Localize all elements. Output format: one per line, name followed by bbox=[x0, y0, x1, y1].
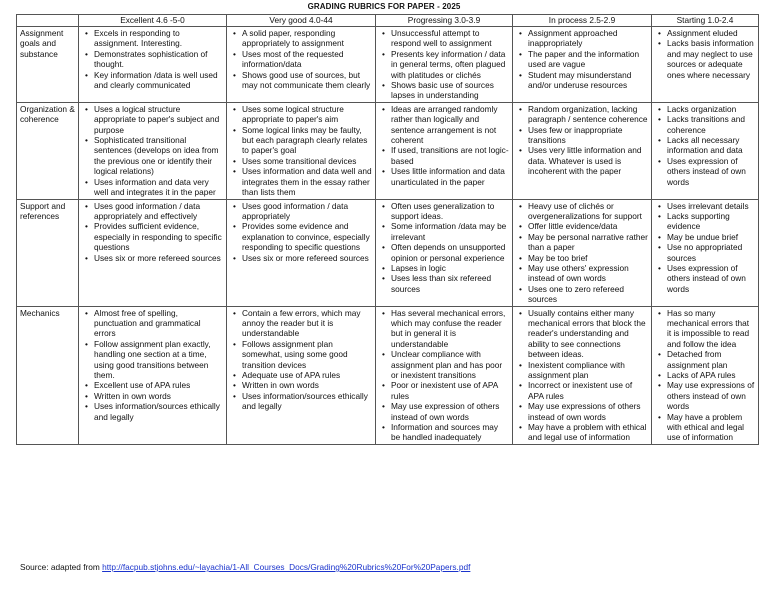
criterion-label: Organization & coherence bbox=[17, 102, 79, 199]
rubric-cell bbox=[376, 306, 513, 444]
list-item: • Excellent use of APA rules bbox=[94, 380, 223, 390]
bullet-list bbox=[655, 104, 755, 187]
bullet-list bbox=[655, 201, 755, 295]
column-header: In process 2.5-2.9 bbox=[513, 15, 652, 27]
list-item: • Uses some logical structure appropriate to paper's aim bbox=[242, 104, 372, 125]
list-item: • Has so many mechanical errors that it is impossible to read and follow the idea bbox=[667, 308, 755, 350]
list-item: • Sophisticated transitional sentences (develops on idea from the previous one or identify their logical relations) bbox=[94, 135, 223, 177]
list-item: • Lacks of APA rules bbox=[667, 370, 755, 380]
list-item: • Unclear compliance with assignment plan and has poor or inexistent transitions bbox=[391, 349, 509, 380]
rubric-cell bbox=[79, 27, 227, 103]
list-item: • Use no appropriated sources bbox=[667, 242, 755, 263]
list-item: • Lacks basis information and may neglect to use sources or adequate ones where necessary bbox=[667, 38, 755, 80]
list-item: • Assignment eluded bbox=[667, 28, 755, 38]
list-item: • Uses information/sources ethically and legally bbox=[242, 391, 372, 412]
list-item: • Offer little evidence/data bbox=[528, 221, 648, 231]
list-item: • Some logical links may be faulty, but each paragraph clearly relates to paper's goal bbox=[242, 125, 372, 156]
bullet-list bbox=[516, 104, 648, 177]
list-item: • If used, transitions are not logic-based bbox=[391, 145, 509, 166]
rubric-cell bbox=[79, 306, 227, 444]
bullet-list bbox=[379, 28, 509, 101]
list-item: • Uses information and data very well and integrates it in the paper bbox=[94, 177, 223, 198]
bullet-list bbox=[516, 28, 648, 90]
rubric-cell bbox=[513, 102, 652, 199]
list-item: • Follows assignment plan somewhat, using some good transition devices bbox=[242, 339, 372, 370]
list-item: • May have a problem with ethical and legal use of information bbox=[667, 412, 755, 443]
list-item: • May use expression of others instead of own words bbox=[391, 401, 509, 422]
list-item: • Provides sufficient evidence, especially in responding to specific questions bbox=[94, 221, 223, 252]
list-item: • Has several mechanical errors, which may confuse the reader but in general it is understandable bbox=[391, 308, 509, 350]
list-item: • Assignment approached inappropriately bbox=[528, 28, 648, 49]
list-item: • The paper and the information used are vague bbox=[528, 49, 648, 70]
rubric-body bbox=[17, 27, 759, 445]
bullet-list bbox=[230, 28, 372, 90]
rubric-cell bbox=[79, 199, 227, 306]
list-item: • May have a problem with ethical and legal use of information bbox=[528, 422, 648, 443]
bullet-list bbox=[82, 28, 223, 90]
list-item: • Shows basic use of sources lapses in understanding bbox=[391, 80, 509, 101]
rubric-cell bbox=[652, 27, 759, 103]
list-item: • Uses expression of others instead of own words bbox=[667, 263, 755, 294]
rubric-cell bbox=[652, 306, 759, 444]
list-item: • May use others' expression instead of own words bbox=[528, 263, 648, 284]
list-item: • Almost free of spelling, punctuation and grammatical errors bbox=[94, 308, 223, 339]
list-item: • Uses six or more refereed sources bbox=[94, 253, 223, 263]
source-prefix: Source: adapted from bbox=[20, 562, 100, 572]
list-item: • May use expressions of others instead of own words bbox=[667, 380, 755, 411]
criterion-label: Support and references bbox=[17, 199, 79, 306]
list-item: • Ideas are arranged randomly rather than logically and sentence arrangement is not coherent bbox=[391, 104, 509, 146]
list-item: • Lacks all necessary information and data bbox=[667, 135, 755, 156]
list-item: • Inexistent compliance with assignment plan bbox=[528, 360, 648, 381]
list-item: • Uses expression of others instead of own words bbox=[667, 156, 755, 187]
bullet-list bbox=[230, 201, 372, 263]
list-item: • Adequate use of APA rules bbox=[242, 370, 372, 380]
rubric-cell bbox=[227, 27, 376, 103]
rubric-row bbox=[17, 306, 759, 444]
list-item: • Provides some evidence and explanation to convince, especially responding to specific questions bbox=[242, 221, 372, 252]
bullet-list bbox=[379, 308, 509, 443]
list-item: • Lacks transitions and coherence bbox=[667, 114, 755, 135]
list-item: • Uses little information and data unarticulated in the paper bbox=[391, 166, 509, 187]
rubric-cell bbox=[376, 102, 513, 199]
criterion-label: Assignment goals and substance bbox=[17, 27, 79, 103]
list-item: • Usually contains either many mechanical errors that block the reader's understanding and ability to see connections between ideas. bbox=[528, 308, 648, 360]
list-item: • Uses one to zero refereed sources bbox=[528, 284, 648, 305]
list-item: • Uses a logical structure appropriate to paper's subject and purpose bbox=[94, 104, 223, 135]
list-item: • Uses most of the requested information/data bbox=[242, 49, 372, 70]
list-item: • Uses information/sources ethically and legally bbox=[94, 401, 223, 422]
list-item: • Uses some transitional devices bbox=[242, 156, 372, 166]
list-item: • Some information /data may be irrelevant bbox=[391, 221, 509, 242]
source-note bbox=[20, 562, 470, 572]
bullet-list bbox=[516, 201, 648, 305]
rubric-cell bbox=[376, 27, 513, 103]
bullet-list bbox=[230, 308, 372, 412]
bullet-list bbox=[82, 104, 223, 198]
list-item: • Written in own words bbox=[94, 391, 223, 401]
rubric-cell bbox=[652, 102, 759, 199]
rubric-cell bbox=[79, 102, 227, 199]
list-item: • Presents key information / data in general terms, often plagued with platitudes or clichés bbox=[391, 49, 509, 80]
list-item: • Demonstrates sophistication of thought. bbox=[94, 49, 223, 70]
list-item: • Lapses in logic bbox=[391, 263, 509, 273]
rubric-cell bbox=[513, 306, 652, 444]
list-item: • Uses six or more refereed sources bbox=[242, 253, 372, 263]
rubric-cell bbox=[227, 199, 376, 306]
page-title: GRADING RUBRICS FOR PAPER - 2025 bbox=[307, 2, 461, 11]
bullet-list bbox=[379, 104, 509, 187]
list-item: • May be personal narrative rather than a paper bbox=[528, 232, 648, 253]
column-header: Very good 4.0-44 bbox=[227, 15, 376, 27]
rubric-row bbox=[17, 102, 759, 199]
rubric-cell bbox=[227, 306, 376, 444]
list-item: • May be too brief bbox=[528, 253, 648, 263]
bullet-list bbox=[655, 28, 755, 80]
list-item: • Excels in responding to assignment. Interesting. bbox=[94, 28, 223, 49]
rubric-row bbox=[17, 199, 759, 306]
list-item: • Contain a few errors, which may annoy the reader but it is understandable bbox=[242, 308, 372, 339]
list-item: • Uses good information / data appropriately and effectively bbox=[94, 201, 223, 222]
rubric-cell bbox=[227, 102, 376, 199]
list-item: • Uses information and data well and integrates them in the essay rather than lists them bbox=[242, 166, 372, 197]
list-item: • Uses very little information and data. Whatever is used is incoherent with the paper bbox=[528, 145, 648, 176]
list-item: • Lacks supporting evidence bbox=[667, 211, 755, 232]
list-item: • Detached from assignment plan bbox=[667, 349, 755, 370]
bullet-list bbox=[516, 308, 648, 443]
list-item: • Shows good use of sources, but may not communicate them clearly bbox=[242, 70, 372, 91]
list-item: • Follow assignment plan exactly, handling one section at a time, using good transitions between them. bbox=[94, 339, 223, 381]
corner-cell bbox=[17, 15, 79, 27]
list-item: • Poor or inexistent use of APA rules bbox=[391, 380, 509, 401]
list-item: • May use expressions of others instead of own words bbox=[528, 401, 648, 422]
rubric-cell bbox=[376, 199, 513, 306]
list-item: • Uses less than six refereed sources bbox=[391, 273, 509, 294]
bullet-list bbox=[655, 308, 755, 443]
bullet-list bbox=[379, 201, 509, 295]
list-item: • May be undue brief bbox=[667, 232, 755, 242]
list-item: • Written in own words bbox=[242, 380, 372, 390]
list-item: • Often depends on unsupported opinion or personal experience bbox=[391, 242, 509, 263]
list-item: • A solid paper, responding appropriately to assignment bbox=[242, 28, 372, 49]
list-item: • Uses irrelevant details bbox=[667, 201, 755, 211]
list-item: • Unsuccessful attempt to respond well to assignment bbox=[391, 28, 509, 49]
column-header: Excellent 4.6 -5-0 bbox=[79, 15, 227, 27]
rubric-cell bbox=[513, 199, 652, 306]
criterion-label: Mechanics bbox=[17, 306, 79, 444]
list-item: • Key information /data is well used and clearly communicated bbox=[94, 70, 223, 91]
source-link[interactable]: http://facpub.stjohns.edu/~layachia/1-All_Courses_Docs/Grading%20Rubrics%20For%20Papers.pdf bbox=[102, 562, 471, 572]
list-item: • Student may misunderstand and/or underuse resources bbox=[528, 70, 648, 91]
header-row bbox=[17, 15, 759, 27]
rubric-cell bbox=[652, 199, 759, 306]
rubric-table bbox=[16, 14, 759, 445]
bullet-list bbox=[82, 201, 223, 263]
rubric-row bbox=[17, 27, 759, 103]
list-item: • Random organization, lacking paragraph / sentence coherence bbox=[528, 104, 648, 125]
column-header: Progressing 3.0-3.9 bbox=[376, 15, 513, 27]
list-item: • Lacks organization bbox=[667, 104, 755, 114]
list-item: • Often uses generalization to support ideas. bbox=[391, 201, 509, 222]
list-item: • Information and sources may be handled inadequately bbox=[391, 422, 509, 443]
column-header: Starting 1.0-2.4 bbox=[652, 15, 759, 27]
rubric-cell bbox=[513, 27, 652, 103]
list-item: • Uses good information / data appropriately bbox=[242, 201, 372, 222]
list-item: • Heavy use of clichés or overgeneralizations for support bbox=[528, 201, 648, 222]
bullet-list bbox=[82, 308, 223, 422]
bullet-list bbox=[230, 104, 372, 198]
list-item: • Uses few or inappropriate transitions bbox=[528, 125, 648, 146]
list-item: • Incorrect or inexistent use of APA rules bbox=[528, 380, 648, 401]
